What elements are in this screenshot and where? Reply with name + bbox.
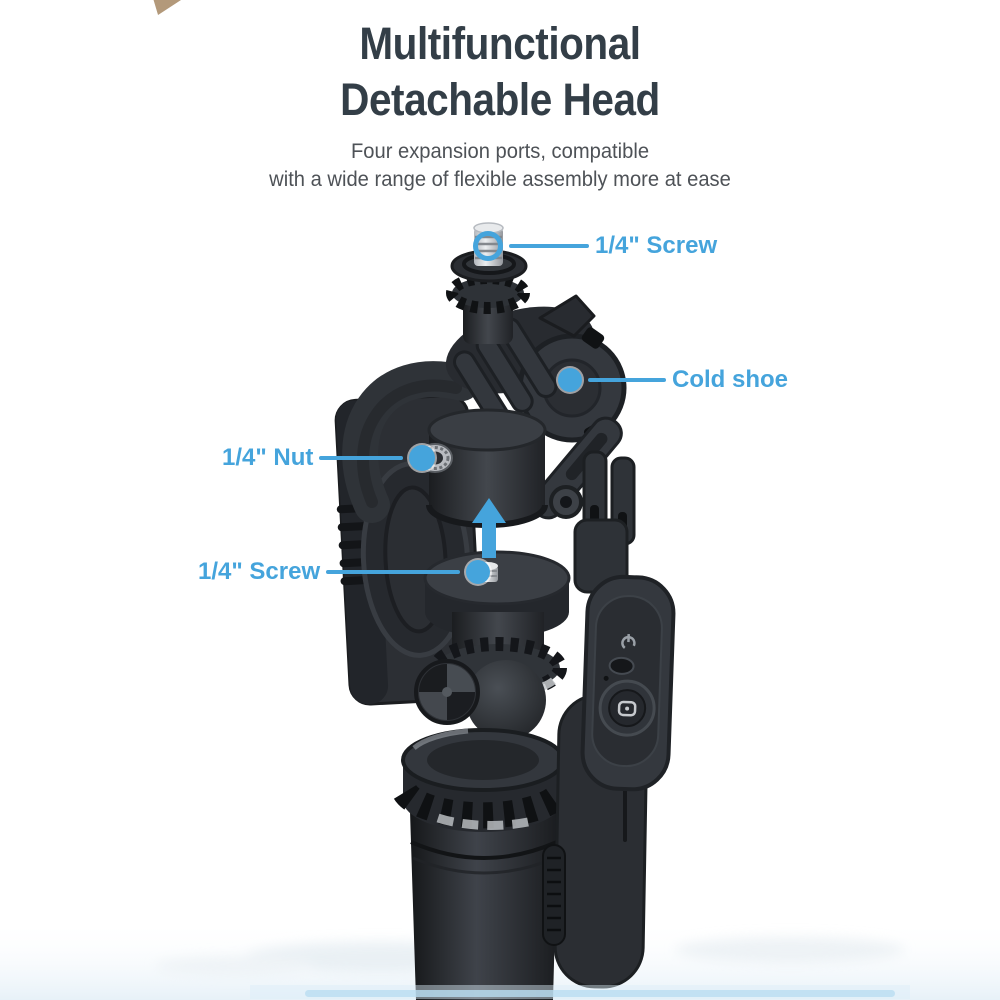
title-line-1: Multifunctional: [359, 18, 641, 69]
bluetooth-remote: [581, 576, 674, 791]
remote-shutter-button: [599, 680, 655, 736]
callout-line: [319, 456, 403, 460]
locking-collar: [403, 730, 563, 832]
callout-ring-marker: [473, 231, 503, 261]
callout-dot-marker: [466, 560, 490, 584]
star-knob: [416, 661, 478, 723]
base-strip: [305, 990, 895, 997]
callout-dot-marker: [558, 368, 582, 392]
subtitle-line-2: with a wide range of flexible assembly more at ease: [269, 168, 731, 191]
callout-cold-shoe: [558, 364, 788, 396]
callout-line: [509, 244, 589, 248]
callout-label-side-nut: 1/4" Nut: [222, 444, 314, 471]
callout-top-screw: [473, 230, 717, 262]
callout-bottom-screw: [198, 556, 490, 588]
head-cylinder: [418, 410, 545, 525]
callout-label-bottom-screw: 1/4" Screw: [198, 558, 321, 585]
remote-toggle-button: [609, 657, 634, 674]
callout-dot-marker: [409, 445, 435, 471]
grip-ridge: [543, 845, 565, 945]
callout-label-cold-shoe: Cold shoe: [672, 366, 789, 393]
ball-head: [416, 644, 560, 740]
callout-line: [326, 570, 460, 574]
title-line-2: Detachable Head: [340, 74, 660, 125]
subtitle-line-1: Four expansion ports, compatible: [350, 140, 650, 163]
callout-label-top-screw: 1/4" Screw: [595, 232, 718, 259]
callout-line: [588, 378, 666, 382]
callout-side-nut: [222, 442, 435, 474]
